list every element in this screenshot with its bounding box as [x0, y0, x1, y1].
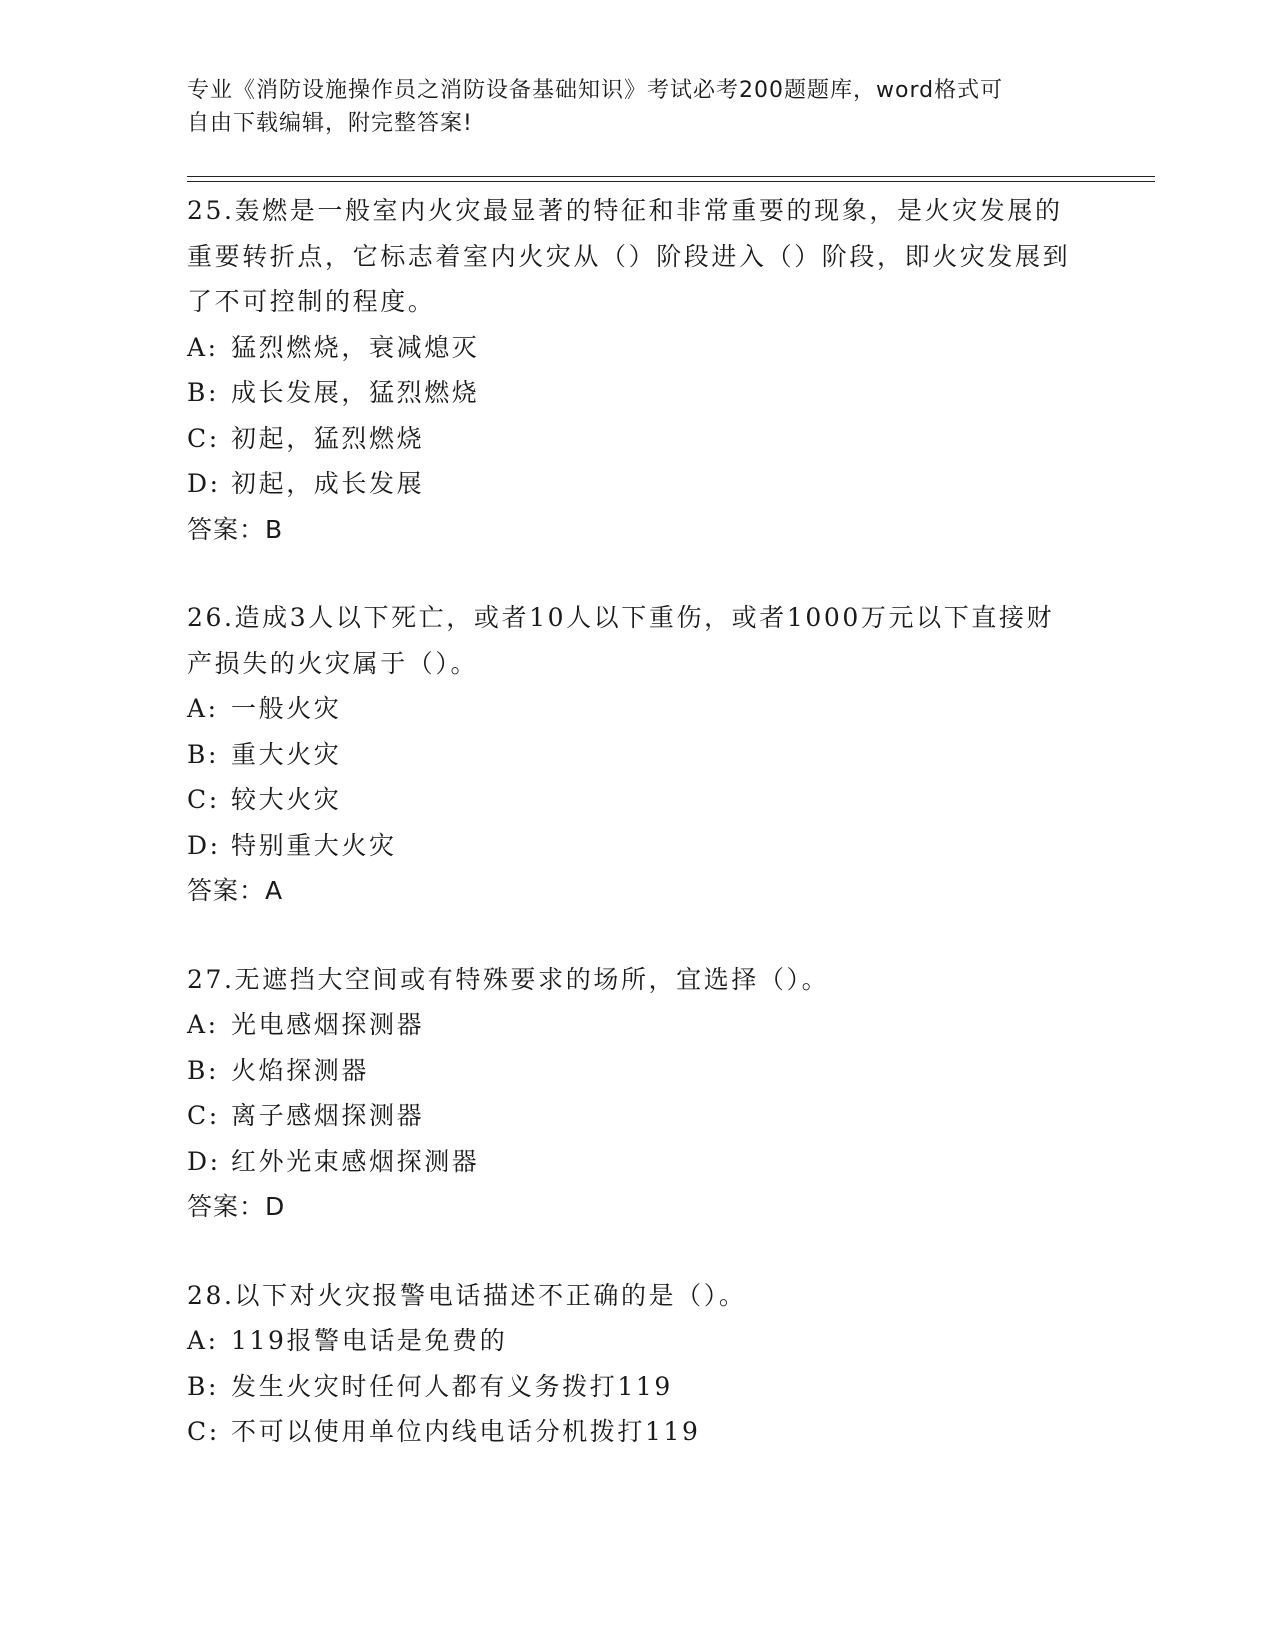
option-letter: C:: [187, 785, 220, 814]
question-stem: 27.无遮挡大空间或有特殊要求的场所，宜选择（）。: [187, 964, 830, 994]
option-letter: D:: [187, 1146, 221, 1176]
option-letter: A:: [187, 1326, 219, 1355]
answer-option: [187, 1002, 1077, 1048]
question-list: [187, 188, 1077, 1498]
option-text: 火焰探测器: [231, 1055, 370, 1085]
header-divider-bottom: [187, 181, 1155, 182]
option-letter: B:: [187, 739, 219, 769]
question-stem: 28.以下对火灾报警电话描述不正确的是（）。: [187, 1280, 747, 1310]
header-divider-top: [187, 176, 1155, 177]
header-line-1: 专业《消防设施操作员之消防设备基础知识》考试必考200题题库，word格式可: [187, 78, 1004, 103]
question-block: [187, 957, 1077, 1230]
answer-key: 答案：A: [187, 876, 284, 905]
option-text: 较大火灾: [231, 785, 342, 814]
answer-option: [187, 325, 1077, 371]
answer-option: [187, 1364, 1077, 1410]
answer-option: [187, 823, 1077, 869]
answer-option: [187, 1318, 1077, 1364]
answer-key: 答案：D: [187, 1192, 286, 1221]
option-text: 119报警电话是免费的: [231, 1326, 508, 1355]
question-block: [187, 595, 1077, 914]
answer-option: [187, 1093, 1077, 1139]
question-block: [187, 1273, 1077, 1455]
option-letter: B:: [187, 1371, 219, 1401]
option-letter: A:: [187, 694, 219, 723]
answer-option: [187, 461, 1077, 507]
answer-option: [187, 370, 1077, 416]
option-letter: B:: [187, 378, 219, 407]
option-text: 特别重大火灾: [231, 830, 397, 860]
answer-option: [187, 1139, 1077, 1185]
answer-option: [187, 416, 1077, 462]
option-text: 重大火灾: [231, 739, 342, 769]
option-text: 离子感烟探测器: [231, 1101, 425, 1130]
option-text: 不可以使用单位内线电话分机拨打119: [231, 1417, 701, 1446]
option-text: 发生火灾时任何人都有义务拨打119: [231, 1371, 673, 1401]
option-text: 红外光束感烟探测器: [231, 1146, 480, 1176]
option-letter: D:: [187, 469, 221, 498]
option-text: 猛烈燃烧，衰减熄灭: [231, 332, 480, 362]
question-stem: 25.轰燃是一般室内火灾最显著的特征和非常重要的现象，是火灾发展的重要转折点，它标志着室内火灾从（）阶段进入（）阶段，即火灾发展到了不可控制的程度。: [187, 196, 1071, 316]
answer-option: [187, 732, 1077, 778]
option-text: 成长发展，猛烈燃烧: [231, 378, 480, 407]
option-text: 初起，猛烈燃烧: [231, 423, 425, 453]
option-text: 初起，成长发展: [231, 469, 425, 498]
option-letter: D:: [187, 830, 221, 860]
option-letter: A:: [187, 1010, 219, 1039]
option-text: 光电感烟探测器: [231, 1010, 425, 1039]
answer-option: [187, 1048, 1077, 1094]
answer-option: [187, 777, 1077, 823]
document-header: [187, 74, 1067, 140]
answer-option: [187, 686, 1077, 732]
option-letter: B:: [187, 1055, 219, 1085]
question-stem: 26.造成3人以下死亡，或者10人以下重伤，或者1000万元以下直接财产损失的火灾属于（）。: [187, 603, 1055, 678]
answer-key: 答案：B: [187, 514, 284, 544]
option-letter: C:: [187, 423, 220, 453]
option-text: 一般火灾: [231, 694, 342, 723]
option-letter: C:: [187, 1417, 220, 1446]
option-letter: A:: [187, 332, 219, 362]
answer-option: [187, 1409, 1077, 1455]
question-block: [187, 188, 1077, 552]
header-line-2: 自由下载编辑，附完整答案!: [187, 111, 473, 136]
option-letter: C:: [187, 1101, 220, 1130]
